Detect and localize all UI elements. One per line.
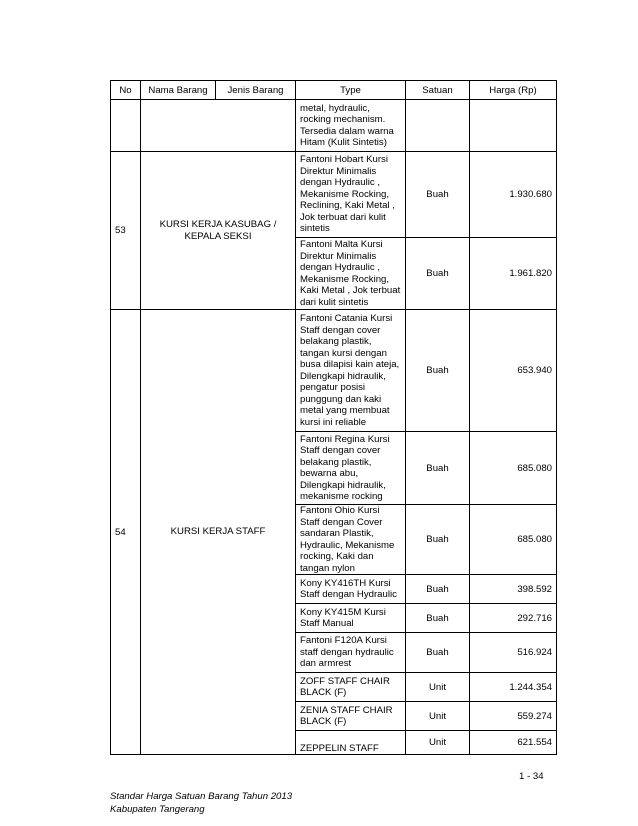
table-row [111,310,557,432]
cell-unit: Buah [406,310,470,432]
header-nama-barang: Nama Barang [141,81,216,100]
cell-unit: Buah [406,575,470,604]
cell-type: ZOFF STAFF CHAIR BLACK (F) [296,673,406,702]
cell-price: 1.961.820 [470,238,557,310]
cell-no: 54 [111,310,141,755]
footer-region: Kabupaten Tangerang [110,804,205,815]
cell-price: 685.080 [470,432,557,505]
cell-type: Fantoni Catania Kursi Staff dengan cover belakang plastik, tangan kursi dengan busa dilapisi kain ateja, Dilengkapi hidraulik, pengatur posisi punggung dan kaki metal yang membuat kursi ini reliable [296,310,406,432]
cell-type: Fantoni Malta Kursi Direktur Minimalis dengan Hydraulic , Mekanisme Rocking, Kaki Metal , Jok terbuat dari kulit sintetis [296,238,406,310]
cell-type: Kony KY416TH Kursi Staff dengan Hydraulic [296,575,406,604]
cell-type: metal, hydraulic, rocking mechanism. Tersedia dalam warna Hitam (Kulit Sintetis) [296,100,406,152]
header-no: No [111,81,141,100]
cell-price: 559.274 [470,702,557,731]
cell-unit: Buah [406,604,470,633]
cell-unit [406,100,470,152]
header-harga: Harga (Rp) [470,81,557,100]
cell-type: Fantoni Ohio Kursi Staff dengan Cover sandaran Plastik, Hydraulic, Mekanisme rocking, Kaki dan tangan nylon [296,505,406,575]
cell-price: 653.940 [470,310,557,432]
cell-unit: Buah [406,238,470,310]
header-row [111,81,557,100]
cell-type: ZENIA STAFF CHAIR BLACK (F) [296,702,406,731]
page-number: 1 - 34 [519,771,544,782]
cell-type: ZEPPELIN STAFF [296,731,406,755]
cell-type: Fantoni Regina Kursi Staff dengan cover belakang plastik, bewarna abu, Dilengkapi hidraulik, mekanisme rocking [296,432,406,505]
cell-price: 398.592 [470,575,557,604]
cell-price: 1.930.680 [470,152,557,238]
cell-name: KURSI KERJA STAFF [141,310,296,755]
cell-price: 621.554 [470,731,557,755]
header-type: Type [296,81,406,100]
cell-no: 53 [111,152,141,310]
cell-no [111,100,141,152]
cell-price: 1.244.354 [470,673,557,702]
cell-price: 292.716 [470,604,557,633]
table-row [111,100,557,152]
cell-type: Fantoni F120A Kursi staff dengan hydraulic dan armrest [296,633,406,673]
cell-price: 685.080 [470,505,557,575]
cell-name [141,100,296,152]
cell-type: Kony KY415M Kursi Staff Manual [296,604,406,633]
cell-unit: Unit [406,731,470,755]
cell-type: Fantoni Hobart Kursi Direktur Minimalis dengan Hydraulic , Mekanisme Rocking, Reclining, Kaki Metal , Jok terbuat dari kulit sintetis [296,152,406,238]
cell-price [470,100,557,152]
cell-unit: Unit [406,702,470,731]
table-row [111,152,557,238]
header-satuan: Satuan [406,81,470,100]
header-jenis-barang: Jenis Barang [216,81,296,100]
cell-unit: Unit [406,673,470,702]
cell-name: KURSI KERJA KASUBAG / KEPALA SEKSI [141,152,296,310]
footer-title: Standar Harga Satuan Barang Tahun 2013 [110,791,293,802]
cell-unit: Buah [406,505,470,575]
price-table [110,80,557,755]
cell-unit: Buah [406,432,470,505]
cell-unit: Buah [406,633,470,673]
cell-unit: Buah [406,152,470,238]
cell-price: 516.924 [470,633,557,673]
